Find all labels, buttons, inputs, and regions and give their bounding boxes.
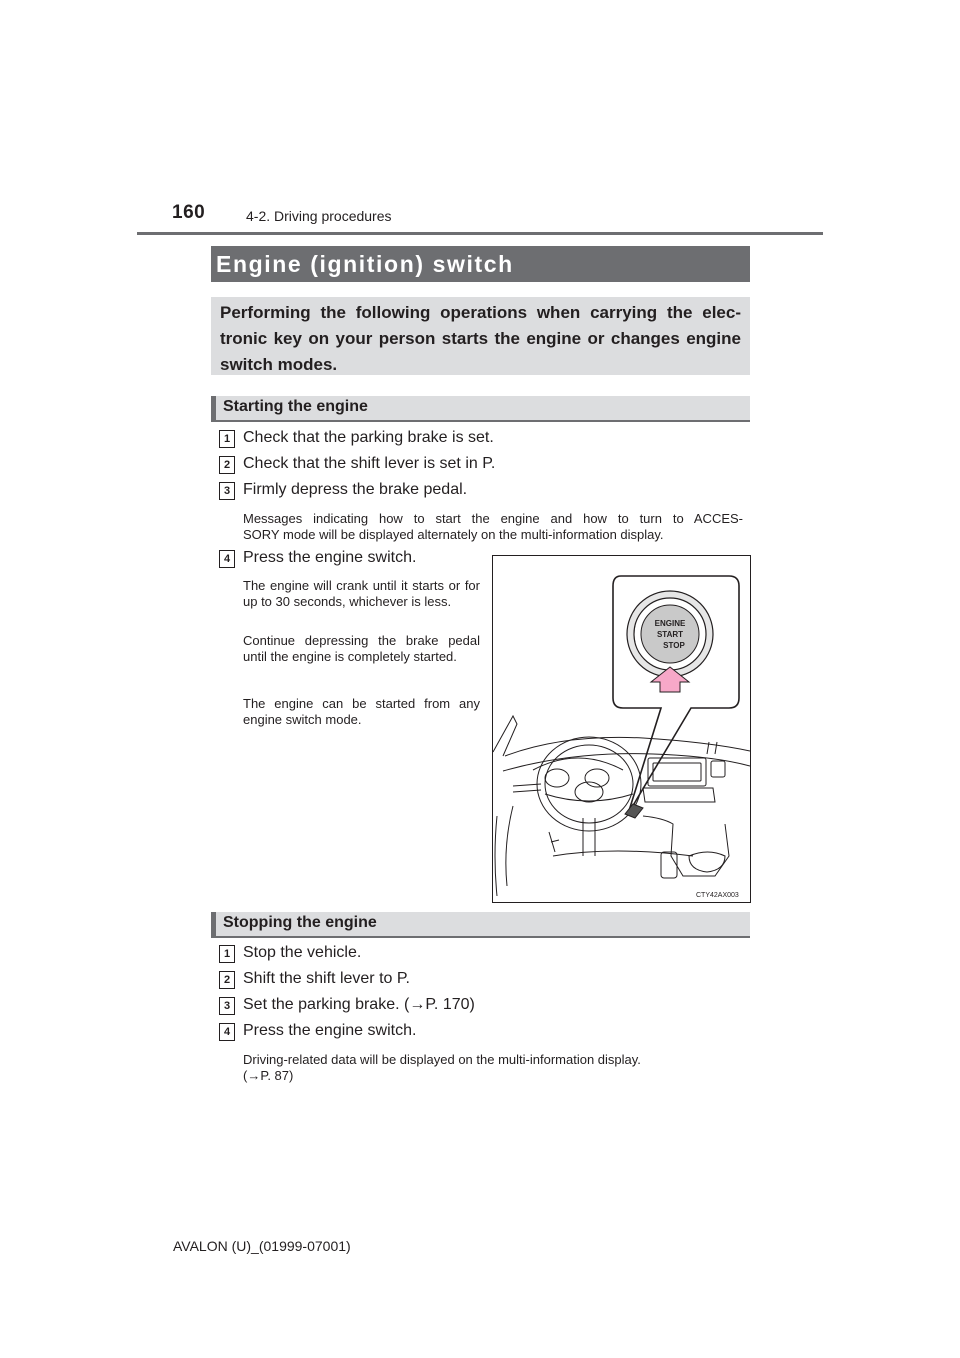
breadcrumb: 4-2. Driving procedures — [246, 208, 392, 224]
note-line: (→P. 87) — [243, 1068, 294, 1083]
step-text: Press the engine switch. — [243, 1022, 417, 1039]
step-number: 4 — [219, 550, 235, 568]
section-header-stopping — [211, 912, 750, 938]
header-divider — [137, 232, 823, 235]
page-title: Engine (ignition) switch — [216, 251, 514, 277]
step-note: The engine will crank until it starts or for up to 30 seconds, whichever is less. — [243, 578, 480, 609]
illustration-svg — [493, 556, 750, 902]
button-label-engine: ENGINE — [654, 619, 686, 628]
intro-text: Performing the following operations when carrying the elec-tronic key on your person starts the engine or changes engine switch modes. — [220, 303, 741, 374]
step-number: 1 — [219, 430, 235, 448]
step-note — [243, 1052, 743, 1084]
step-text: Check that the parking brake is set. — [243, 429, 494, 446]
step-number: 1 — [219, 945, 235, 963]
step-text: Set the parking brake. (→P. 170) — [243, 996, 475, 1013]
step-note: Continue depressing the brake pedal until the engine is completely started. — [243, 633, 480, 664]
button-label-start: START — [656, 630, 684, 639]
section-header-starting — [211, 396, 750, 422]
step-number: 4 — [219, 1023, 235, 1041]
dashboard-lineart — [493, 716, 750, 896]
step-text: Stop the vehicle. — [243, 944, 362, 961]
note-line: SORY mode will be displayed alternately on the multi-information display. — [243, 527, 664, 542]
step-note — [243, 511, 743, 543]
step-note: The engine can be started from any engine switch mode. — [243, 696, 480, 727]
section-accent — [211, 912, 216, 936]
page-number: 160 — [172, 202, 206, 223]
footer-model-code: AVALON (U)_(01999-07001) — [173, 1238, 351, 1254]
button-label-stop: STOP — [663, 641, 685, 650]
step-text: Press the engine switch. — [243, 549, 417, 566]
step-text: Check that the shift lever is set in P. — [243, 455, 496, 472]
dashboard-illustration — [492, 555, 751, 903]
step-number: 2 — [219, 971, 235, 989]
step-number: 3 — [219, 997, 235, 1015]
step-number: 3 — [219, 482, 235, 500]
figure-caption: CTY42AX003 — [696, 892, 739, 899]
section-accent — [211, 396, 216, 420]
step-text: Shift the shift lever to P. — [243, 970, 410, 987]
note-line: Messages indicating how to start the engine and how to turn to ACCES- — [243, 511, 743, 526]
section-title-stopping: Stopping the engine — [223, 914, 377, 931]
note-line: Driving-related data will be displayed on the multi-information display. — [243, 1052, 641, 1067]
step-text: Firmly depress the brake pedal. — [243, 481, 468, 498]
section-title-starting: Starting the engine — [223, 398, 368, 415]
step-number: 2 — [219, 456, 235, 474]
